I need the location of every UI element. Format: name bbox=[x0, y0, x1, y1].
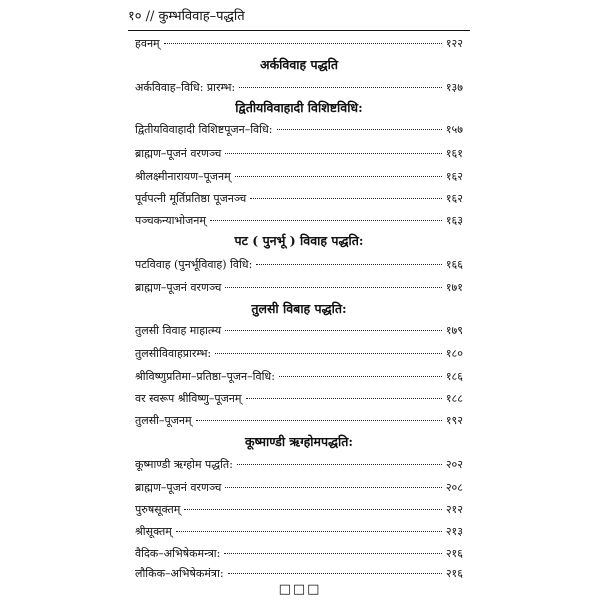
page-header: १० // कुम्भविवाह–पद्धति bbox=[128, 9, 245, 24]
dot-leader bbox=[224, 553, 442, 554]
entry-page-number: २१३ bbox=[445, 525, 463, 538]
dot-leader bbox=[225, 487, 442, 488]
dot-leader bbox=[250, 198, 442, 199]
entry-title: तुलसी विवाह माहात्म्य bbox=[135, 324, 222, 337]
entry-title: हवनम् bbox=[135, 37, 160, 50]
entry-title: तुलसीविवाहप्रारम्भ: bbox=[135, 347, 212, 360]
entry-title: पुरुषसूक्तम् bbox=[135, 503, 181, 516]
toc-entry bbox=[135, 80, 463, 96]
footer-ornament: □□□ bbox=[278, 582, 322, 597]
toc-entry bbox=[135, 191, 463, 207]
entry-title: वैदिक–अभिषेकमन्त्रा: bbox=[135, 547, 221, 560]
entry-page-number: १७९ bbox=[445, 324, 463, 337]
toc-entry bbox=[135, 524, 463, 540]
entry-page-number: १९२ bbox=[445, 414, 463, 427]
entry-page-number: २०२ bbox=[445, 458, 463, 471]
entry-page-number: १८० bbox=[445, 347, 463, 360]
dot-leader bbox=[225, 330, 442, 331]
toc-entry bbox=[135, 346, 463, 362]
dot-leader bbox=[237, 464, 442, 465]
toc-entry bbox=[135, 546, 463, 562]
entry-title: श्रीविष्णुप्रतिमा–प्रतिष्ठा–पूजन–विधि: bbox=[135, 370, 275, 383]
section-heading: कूष्माण्डी ऋग्होमपद्धति: bbox=[244, 434, 354, 449]
toc-entry bbox=[135, 391, 463, 407]
entry-title: ब्राह्मण–पूजनं वरणञ्च bbox=[135, 281, 222, 294]
entry-title: द्वितीयविवाहादी विशिष्टपूजन–विधि: bbox=[135, 123, 273, 136]
entry-title: ब्राह्मण–पूजनं वरणञ्च bbox=[135, 481, 222, 494]
entry-title: तुलसी–पूजनम् bbox=[135, 414, 192, 427]
entry-page-number: १६२ bbox=[445, 170, 463, 183]
entry-page-number: २१२ bbox=[445, 503, 463, 516]
toc-entry bbox=[135, 146, 463, 162]
dot-leader bbox=[279, 376, 442, 377]
entry-page-number: १६२ bbox=[445, 192, 463, 205]
toc-entry bbox=[135, 369, 463, 385]
toc-entry bbox=[135, 502, 463, 518]
entry-title: वर स्वरूप श्रीविष्णु–पूजनम् bbox=[135, 392, 242, 405]
section-heading: द्वितीयविवाहादी विशिष्टविधि: bbox=[235, 100, 363, 115]
toc-entry bbox=[135, 213, 463, 229]
entry-title: लौकिक–अभिषेकमंत्रा: bbox=[135, 567, 224, 580]
toc-entry bbox=[135, 566, 463, 582]
dot-leader bbox=[235, 176, 442, 177]
entry-title: पूर्वपत्नी मूर्तिप्रतिष्ठा पूजनञ्च bbox=[135, 192, 247, 205]
dot-leader bbox=[215, 353, 442, 354]
entry-title: कूष्माण्डी ऋग्होम पद्धति: bbox=[135, 458, 233, 471]
dot-leader bbox=[184, 509, 441, 510]
dot-leader bbox=[210, 220, 442, 221]
entry-page-number: १५७ bbox=[445, 123, 463, 136]
dot-leader bbox=[277, 129, 442, 130]
entry-page-number: १६६ bbox=[445, 258, 463, 271]
entry-title: पटविवाह (पुनर्भूविवाह) विधि: bbox=[135, 258, 253, 271]
dot-leader bbox=[246, 398, 442, 399]
section-heading: अर्कविवाह पद्धति bbox=[260, 57, 338, 72]
header-rule bbox=[128, 30, 470, 31]
entry-page-number: २०८ bbox=[445, 481, 463, 494]
entry-page-number: १८६ bbox=[445, 370, 463, 383]
toc-entry bbox=[135, 36, 463, 52]
entry-page-number: १६१ bbox=[445, 147, 463, 160]
toc-entry bbox=[135, 480, 463, 496]
entry-page-number: १६३ bbox=[445, 214, 463, 227]
toc-entry bbox=[135, 413, 463, 429]
entry-page-number: १२२ bbox=[445, 37, 463, 50]
dot-leader bbox=[239, 87, 442, 88]
toc-entry bbox=[135, 323, 463, 339]
entry-title: अर्कविवाह–विधि: प्रारम्भ: bbox=[135, 81, 236, 94]
toc-entry bbox=[135, 280, 463, 296]
entry-title: श्रीसूक्तम् bbox=[135, 525, 172, 538]
entry-page-number: २१६ bbox=[445, 567, 463, 580]
entry-page-number: १७१ bbox=[445, 281, 463, 294]
dot-leader bbox=[176, 531, 442, 532]
dot-leader bbox=[228, 573, 442, 574]
entry-page-number: १८८ bbox=[445, 392, 463, 405]
dot-leader bbox=[225, 287, 442, 288]
dot-leader bbox=[225, 153, 442, 154]
entry-title: ब्राह्मण–पूजनं वरणञ्च bbox=[135, 147, 222, 160]
toc-entry bbox=[135, 169, 463, 185]
entry-page-number: २१६ bbox=[445, 547, 463, 560]
entry-page-number: १३७ bbox=[445, 81, 463, 94]
entry-title: श्रीलक्ष्मीनारायण–पूजनम् bbox=[135, 170, 231, 183]
toc-entry bbox=[135, 457, 463, 473]
section-heading: तुलसी विबाह पद्धति: bbox=[251, 301, 347, 316]
section-heading: पट ( पुनर्भू ) विवाह पद्धति: bbox=[234, 233, 364, 248]
dot-leader bbox=[196, 420, 442, 421]
entry-title: पञ्चकन्याभोजनम् bbox=[135, 214, 206, 227]
dot-leader bbox=[256, 264, 442, 265]
toc-entry bbox=[135, 257, 463, 273]
dot-leader bbox=[164, 43, 442, 44]
toc-entry bbox=[135, 122, 463, 138]
